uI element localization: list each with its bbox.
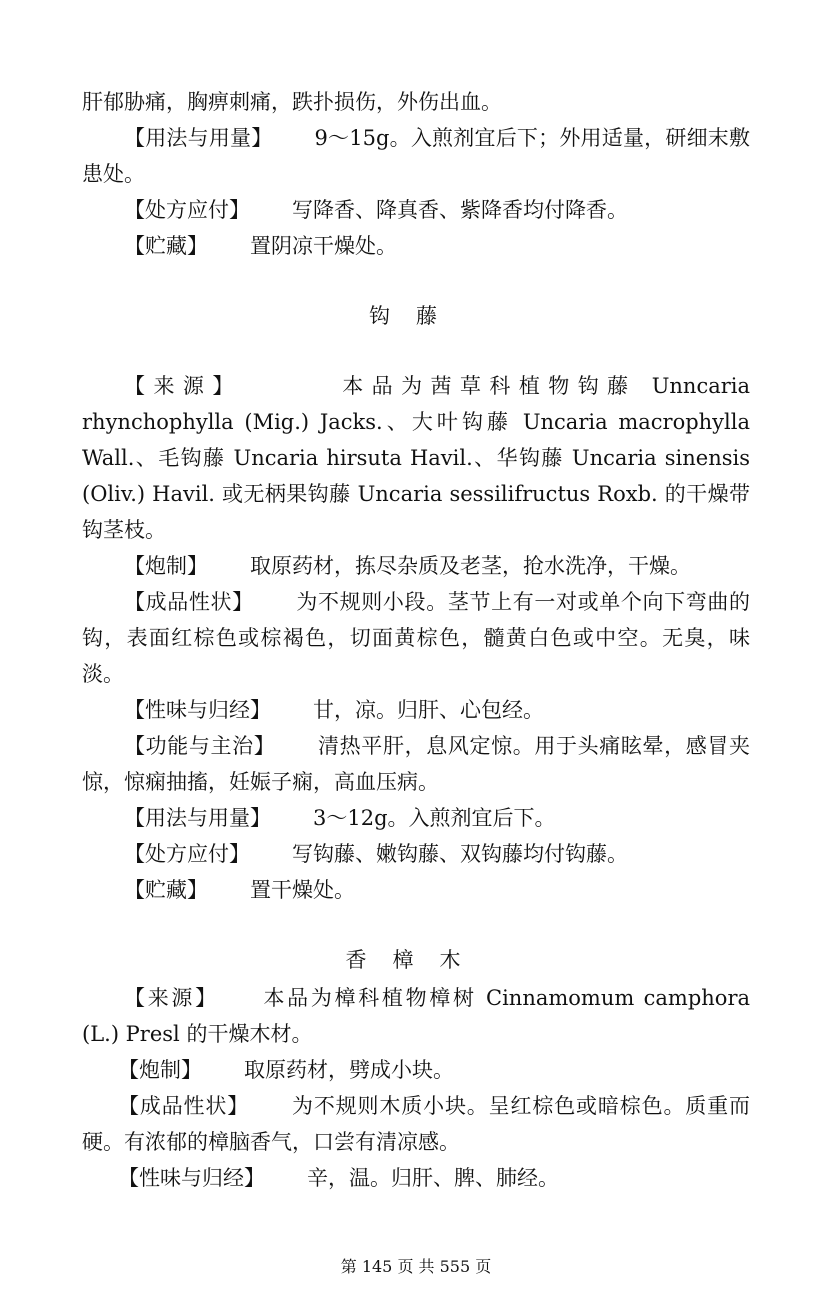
traits-text: 为不规则小段。茎节上有一对或单个向下弯曲的钩，表面红棕色或棕褐色，切面黄棕色，髓黄白色或中空。无臭，味淡。 (82, 590, 751, 686)
nature-text: 甘，凉。归肝、心包经。 (313, 698, 544, 722)
usage-label: 【用法与用量】 (124, 126, 273, 150)
storage-label: 【贮藏】 (124, 234, 208, 258)
source-paragraph-xiangzhangmu (82, 980, 750, 1052)
nature-text: 辛，温。归肝、脾、肺经。 (307, 1166, 559, 1190)
traits-paragraph-xiangzhangmu (82, 1088, 750, 1160)
processing-paragraph-gouteng (82, 548, 750, 584)
storage-text: 置干燥处。 (250, 878, 355, 902)
storage-text: 置阴凉干燥处。 (250, 234, 397, 258)
page-footer (0, 1254, 832, 1277)
document-page (82, 84, 750, 1196)
traits-label: 【成品性状】 (124, 590, 254, 614)
processing-paragraph-xiangzhangmu (82, 1052, 750, 1088)
processing-label: 【炮制】 (124, 554, 208, 578)
nature-paragraph-gouteng (82, 692, 750, 728)
nature-label: 【性味与归经】 (124, 698, 271, 722)
traits-paragraph-gouteng (82, 584, 750, 692)
traits-text: 为不规则木质小块。呈红棕色或暗棕色。质重而硬。有浓郁的樟脑香气，口尝有清凉感。 (82, 1094, 751, 1154)
source-label: 【来源】 (124, 986, 219, 1010)
function-paragraph-gouteng (82, 728, 750, 800)
processing-label: 【炮制】 (118, 1058, 202, 1082)
prescription-paragraph-gouteng (82, 836, 750, 872)
traits-label: 【成品性状】 (118, 1094, 250, 1118)
processing-text: 取原药材，拣尽杂质及老茎，抢水洗净，干燥。 (250, 554, 691, 578)
prescription-text: 写钩藤、嫩钩藤、双钩藤均付钩藤。 (292, 842, 628, 866)
usage-paragraph-gouteng (82, 800, 750, 836)
nature-paragraph-xiangzhangmu (82, 1160, 750, 1196)
source-text: 本品为茜草科植物钩藤 Unncaria rhynchophylla (Mig.) Jacks.、大叶钩藤 Uncaria macrophylla Wall.、毛钩藤 Uncaria hirsuta Havil.、华钩藤 Uncaria sinensis (Oliv.) Havil. 或无柄果钩藤 Uncaria sessilifructus Roxb. 的干燥带钩茎枝。 (82, 374, 751, 542)
usage-paragraph-prev (82, 120, 750, 192)
storage-paragraph-gouteng (82, 872, 750, 908)
source-paragraph-gouteng (82, 368, 750, 548)
section-title-xiangzhangmu: 香樟木 (345, 948, 487, 972)
storage-paragraph-prev (82, 228, 750, 264)
prescription-paragraph-prev (82, 192, 750, 228)
nature-label: 【性味与归经】 (118, 1166, 265, 1190)
prescription-label: 【处方应付】 (124, 842, 250, 866)
page-number: 第 145 页 共 555 页 (340, 1257, 492, 1276)
prescription-label: 【处方应付】 (124, 198, 250, 222)
prescription-text: 写降香、降真香、紫降香均付降香。 (292, 198, 628, 222)
function-text: 清热平肝，息风定惊。用于头痛眩晕，感冒夹惊，惊痫抽搐，妊娠子痫，高血压病。 (82, 734, 751, 794)
processing-text: 取原药材，劈成小块。 (244, 1058, 454, 1082)
continuation-text: 肝郁胁痛，胸痹刺痛，跌扑损伤，外伤出血。 (82, 90, 502, 114)
section-title-gouteng: 钩藤 (369, 304, 463, 328)
usage-text: 3～12g。入煎剂宜后下。 (313, 806, 556, 830)
function-label: 【功能与主治】 (124, 734, 276, 758)
usage-text: 9～15g。入煎剂宜后下；外用适量，研细末敷患处。 (82, 126, 751, 186)
source-label: 【来源】 (124, 374, 242, 398)
usage-label: 【用法与用量】 (124, 806, 271, 830)
storage-label: 【贮藏】 (124, 878, 208, 902)
source-text: 本品为樟科植物樟树 Cinnamomum camphora (L.) Presl 的干燥木材。 (82, 986, 751, 1046)
